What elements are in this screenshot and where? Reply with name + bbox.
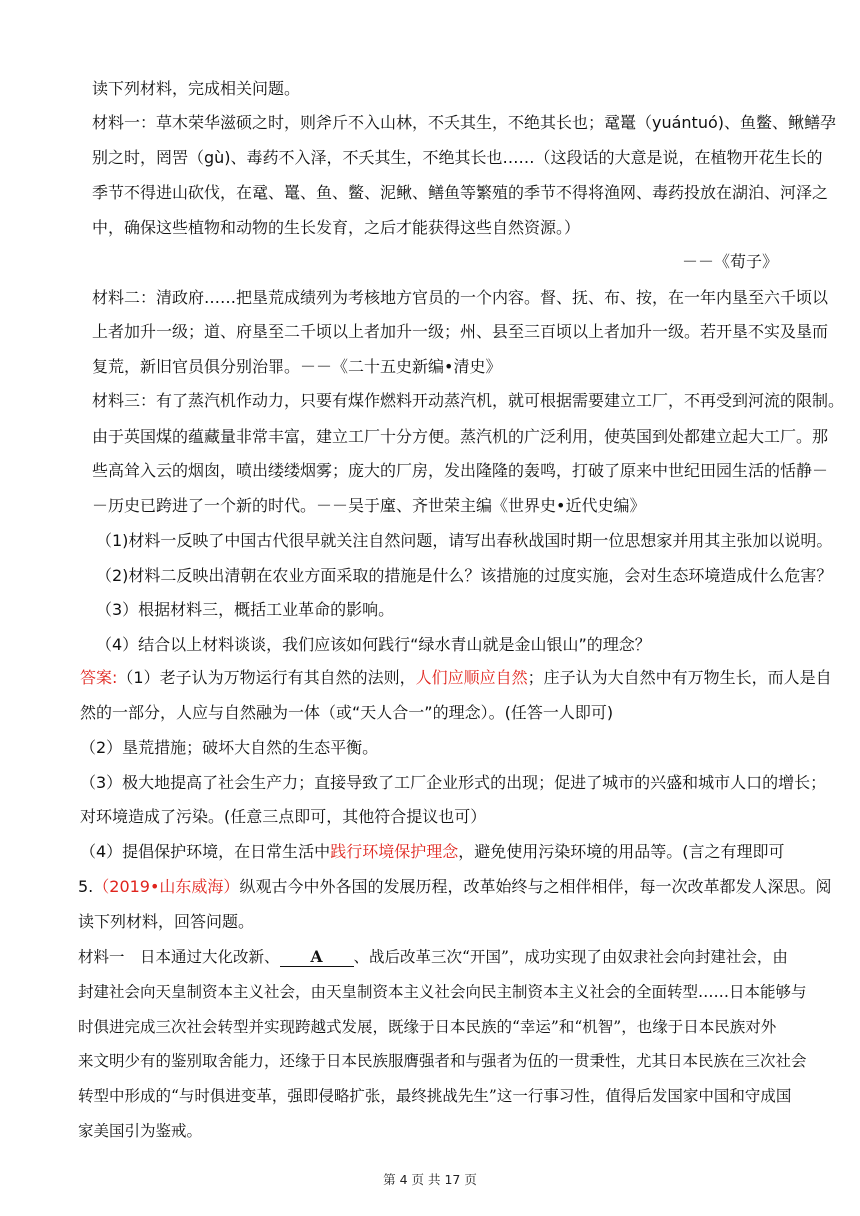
material3-line: 由于英国煤的蕴藏量非常丰富，建立工厂十分方便。蒸汽机的广泛利用，使英国到处都建立起大工厂。那 — [92, 427, 829, 446]
material2-line: 上者加升一级；道、府垦至二千顷以上者加升一级；州、县至三百顷以上者加升一级。若开垦不实及垦而 — [92, 322, 829, 341]
question-5-line-2: 读下列材料，回答问题。 — [78, 912, 255, 931]
answer-line-2: 然的一部分，人应与自然融为一体（或“天人合一”的理念）。(任答一人即可) — [80, 703, 614, 722]
question-1: （1)材料一反映了中国古代很早就关注自然问题，请写出春秋战国时期一位思想家并用其主张加以说明。 — [96, 531, 833, 550]
fill-blank: A — [280, 948, 354, 967]
material1-line: 季节不得进山砍伐，在鼋、鼍、鱼、鳖、泥鳅、鳝鱼等繁殖的季节不得将渔网、毒药投放在湖泊、河泽之 — [92, 183, 829, 202]
intro-text: 读下列材料，完成相关问题。 — [92, 79, 301, 98]
material2-line: 材料二：清政府……把垦荒成绩列为考核地方官员的一个内容。督、抚、布、按，在一年内垦至六千顷以 — [92, 288, 829, 307]
question-text: 纵观古今中外各国的发展历程，改革始终与之相伴相伴，每一次改革都发人深思。阅 — [239, 877, 832, 896]
answer-3-line-1: （3）极大地提高了社会生产力；直接导致了工厂企业形式的出现；促进了城市的兴盛和城市人口的增长； — [80, 773, 827, 792]
question-source: （2019•山东威海） — [93, 877, 240, 896]
material-text: 、战后改革三次“开国”，成功实现了由奴隶社会向封建社会，由 — [353, 948, 788, 966]
answer-3-line-2: 对环境造成了污染。(任意三点即可，其他符合提议也可） — [80, 807, 487, 826]
q5-material-line: 转型中形成的“与时俱进变革，强即侵略扩张，最终挑战先生”这一行事习性，值得后发国家中国和守成国 — [78, 1087, 792, 1105]
answer-text: （1）老子认为万物运行有其自然的法则， — [117, 668, 416, 687]
answer-label: 答案: — [80, 668, 118, 687]
answer-text: ，避免使用污染环境的用品等。(言之有理即可 — [458, 842, 785, 861]
material3-line: 些高耸入云的烟囱，喷出缕缕烟雾；庞大的厂房，发出隆隆的轰鸣，打破了原来中世纪田园生活的恬静－ — [92, 461, 829, 480]
q5-material-line: 来文明少有的鉴别取舍能力，还缘于日本民族服膺强者和与强者为伍的一贯秉性，尤其日本民族在三次社会 — [78, 1052, 807, 1070]
material2-line: 复荒，新旧官员俱分别治罪。－－《二十五史新编•清史》 — [92, 357, 502, 376]
answer-text: （4）提倡保护环境，在日常生活中 — [80, 842, 331, 861]
q5-material-line: 封建社会向天皇制资本主义社会，由天皇制资本主义社会向民主制资本主义社会的全面转型……日本能够与 — [78, 983, 807, 1001]
material1-source: －－《荀子》 — [681, 252, 778, 271]
material1-line: 中，确保这些植物和动物的生长发育，之后才能获得这些自然资源。） — [92, 218, 581, 237]
question-2: （2)材料二反映出清朝在农业方面采取的措施是什么？该措施的过度实施，会对生态环境造成什么危害？ — [96, 566, 833, 585]
page-footer: 第 4 页 共 17 页 — [383, 1172, 477, 1187]
q5-material-line: 家美国引为鉴戒。 — [78, 1122, 203, 1140]
material3-line: 材料三：有了蒸汽机作动力，只要有煤作燃料开动蒸汽机，就可根据需要建立工厂，不再受到河流的限制。 — [92, 391, 845, 410]
answer-line-1 — [80, 667, 860, 689]
answer-4 — [80, 841, 860, 863]
material1-line: 材料一：草木荣华滋硕之时，则斧斤不入山林，不夭其生，不绝其长也；鼋鼍（yuántuó)、鱼鳖、鳅鳝孕 — [92, 113, 837, 132]
question-number: 5. — [78, 877, 94, 896]
q5-material-line-1 — [78, 946, 860, 968]
q5-material-line: 时俱进完成三次社会转型并实现跨越式发展，既缘于日本民族的“幸运”和“机智”，也缘于日本民族对外 — [78, 1018, 777, 1036]
material-text: 材料一 日本通过大化改新、 — [78, 948, 280, 966]
material3-line: －历史已跨进了一个新的时代。－－吴于廑、齐世荣主编《世界史•近代史编》 — [92, 496, 646, 515]
answer-2: （2）垦荒措施；破坏大自然的生态平衡。 — [80, 738, 379, 757]
answer-highlight: 人们应顺应自然 — [415, 668, 528, 687]
material1-line: 别之时，罔罟（gù)、毒药不入泽，不夭其生，不绝其长也……（这段话的大意是说，在植物开花生长的 — [92, 148, 823, 167]
answer-highlight: 践行环境保护理念 — [330, 842, 459, 861]
question-3: （3）根据材料三，概括工业革命的影响。 — [96, 600, 395, 619]
question-4: （4）结合以上材料谈谈，我们应该如何践行“绿水青山就是金山银山”的理念？ — [96, 635, 651, 654]
question-5-line-1 — [78, 876, 860, 898]
answer-text: ；庄子认为大自然中有万物生长，而人是自 — [527, 668, 832, 687]
